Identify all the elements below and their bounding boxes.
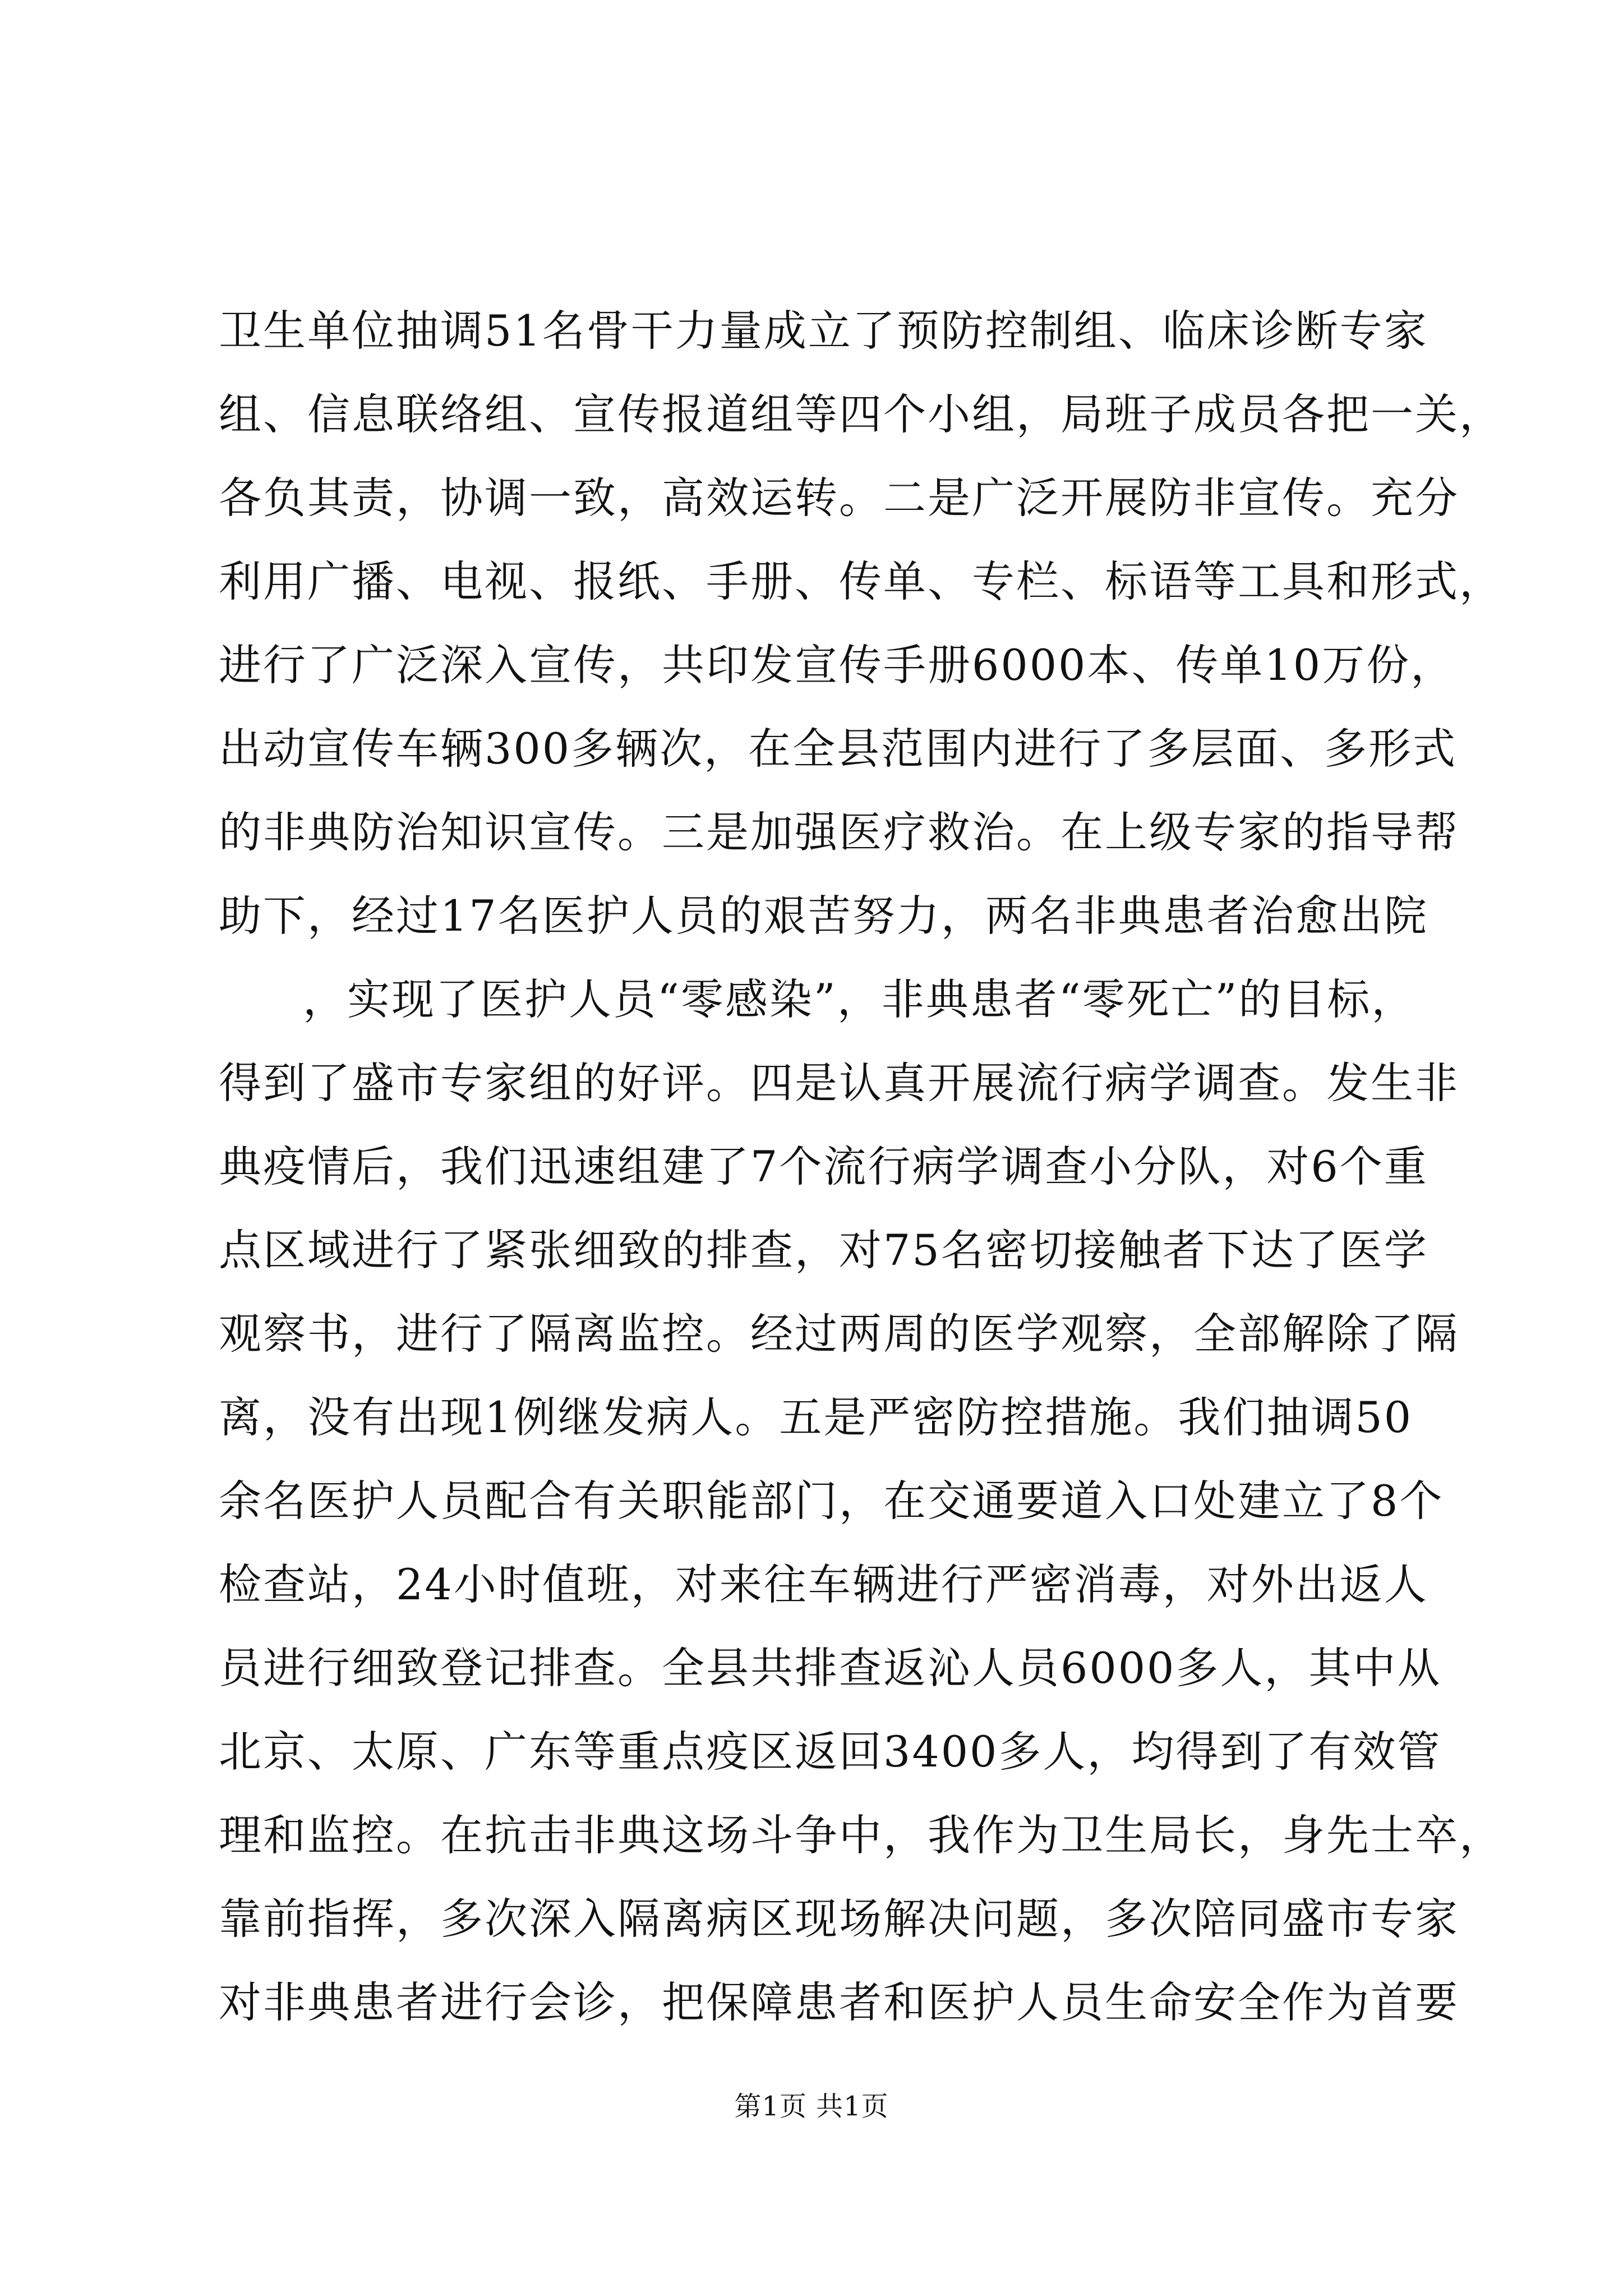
text-line-18: 北京、太原、广东等重点疫区返回3400多人，均得到了有效管	[219, 1727, 1442, 1777]
text-line-11: 典疫情后，我们迅速组建了7个流行病学调查小分队，对6个重	[219, 1142, 1428, 1191]
text-line-4: 利用广播、电视、报纸、手册、传单、专栏、标语等工具和形式，	[219, 556, 1504, 606]
text-line-16: 检查站，24小时值班，对来往车辆进行严密消毒，对外出返人	[219, 1559, 1428, 1609]
text-line-17: 员进行细致登记排查。全县共排查返沁人员6000多人，其中从	[219, 1643, 1442, 1693]
text-line-2: 组、信息联络组、宣传报道组等四个小组，局班子成员各把一关，	[219, 389, 1504, 439]
text-line-9: ，实现了医护人员“零感染”，非典患者“零死亡”的目标，	[303, 974, 1416, 1024]
text-line-21: 对非典患者进行会诊，把保障患者和医护人员生命安全作为首要	[219, 1977, 1459, 2027]
text-line-14: 离，没有出现1例继发病人。五是严密防控措施。我们抽调50	[219, 1392, 1413, 1442]
text-line-3: 各负其责，协调一致，高效运转。二是广泛开展防非宣传。充分	[219, 473, 1459, 523]
text-line-7: 的非典防治知识宣传。三是加强医疗救治。在上级专家的指导帮	[219, 807, 1459, 857]
text-line-15: 余名医护人员配合有关职能部门，在交通要道入口处建立了8个	[219, 1476, 1444, 1526]
text-line-19: 理和监控。在抗击非典这场斗争中，我作为卫生局长，身先士卒，	[219, 1810, 1504, 1860]
text-line-8: 助下，经过17名医护人员的艰苦努力，两名非典患者治愈出院	[219, 891, 1428, 941]
text-line-13: 观察书，进行了隔离监控。经过两周的医学观察，全部解除了隔	[219, 1309, 1459, 1359]
text-line-6: 出动宣传车辆300多辆次，在全县范围内进行了多层面、多形式	[219, 724, 1458, 774]
text-line-10: 得到了盛市专家组的好评。四是认真开展流行病学调查。发生非	[219, 1058, 1459, 1108]
text-line-5: 进行了广泛深入宣传，共印发宣传手册6000本、传单10万份，	[219, 640, 1455, 690]
text-line-20: 靠前指挥，多次深入隔离病区现场解决问题，多次陪同盛市专家	[219, 1894, 1459, 1944]
page-footer: 第1页 共1页	[734, 2091, 889, 2122]
text-line-12: 点区域进行了紧张细致的排查，对75名密切接触者下达了医学	[219, 1225, 1428, 1275]
text-line-1: 卫生单位抽调51名骨干力量成立了预防控制组、临床诊断专家	[219, 306, 1428, 356]
